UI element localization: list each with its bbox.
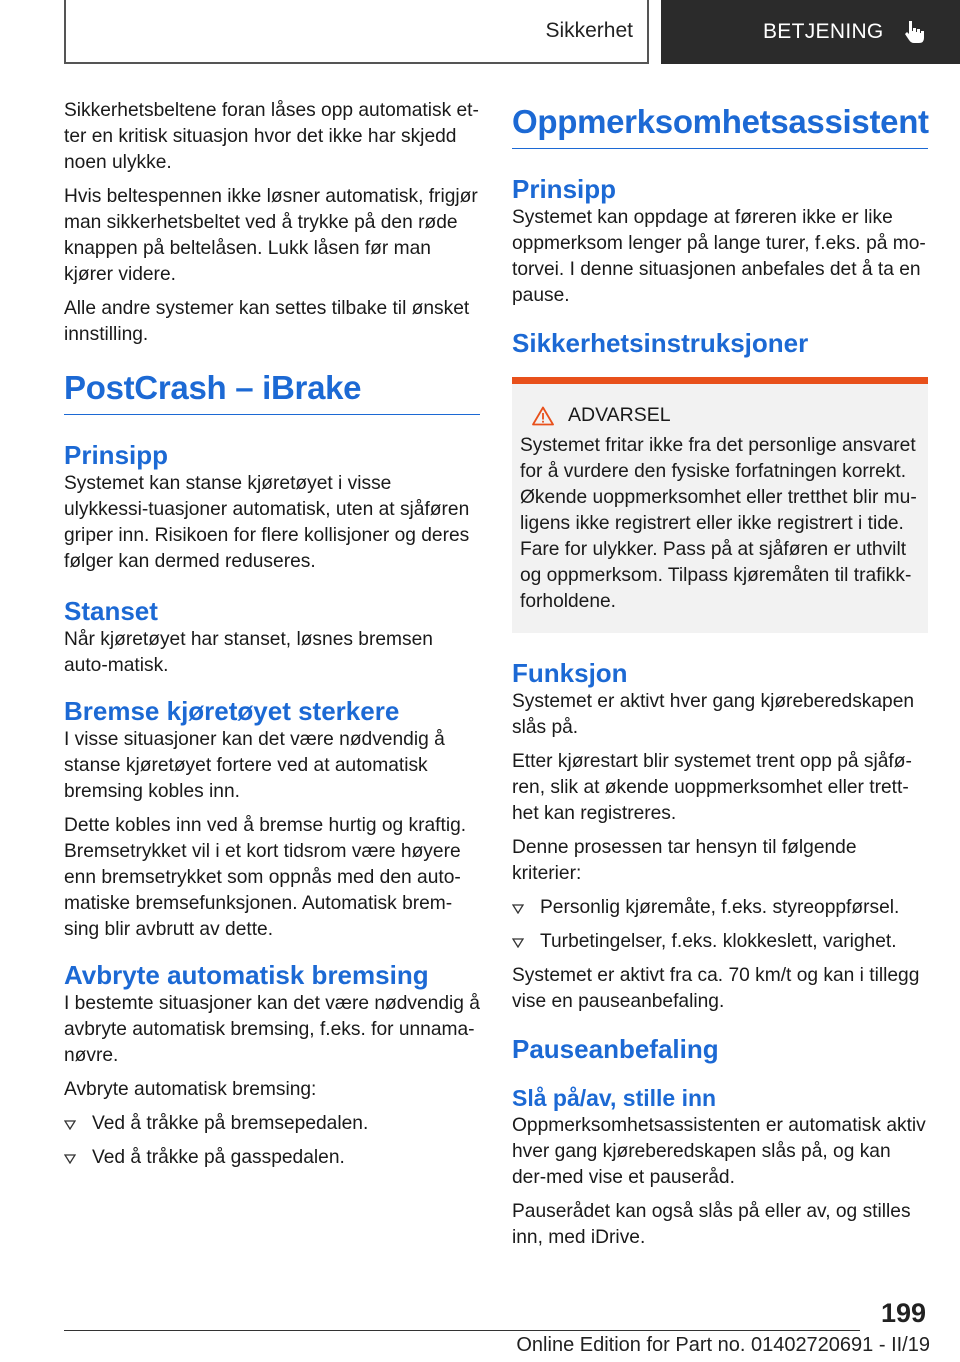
page-number: 199 <box>880 1298 926 1328</box>
avbryte-list <box>64 1111 480 1171</box>
list-item-text: Ved å tråkke på gasspedalen. <box>92 1147 345 1168</box>
list-item-text: Ved å tråkke på bremsepedalen. <box>92 1113 369 1134</box>
heading-sla-pa-av: Slå på/av, stille inn <box>512 1085 717 1111</box>
heading-sikkerhetsinstruksjoner: Sikkerhetsinstruksjoner <box>512 328 809 358</box>
warning-box <box>512 377 928 633</box>
funksjon-paragraph: Systemet er aktivt fra ca. 70 km/t og kan i tillegg vise en pauseanbefaling. <box>512 965 920 1012</box>
hand-pointer-icon <box>902 19 928 45</box>
heading-avbryte: Avbryte automatisk bremsing <box>64 960 429 990</box>
triangle-bullet-icon <box>64 1120 76 1130</box>
intro-paragraph: Sikkerhetsbeltene foran låses opp automatisk et-ter en kritisk situasjon hvor det ikke har skjedd noen ulykke. <box>64 100 479 173</box>
warning-triangle-icon <box>532 406 554 426</box>
heading-stanset: Stanset <box>64 596 158 626</box>
funksjon-paragraph: Systemet er aktivt hver gang kjøreberedskapen slås på. <box>512 691 915 738</box>
avbryte-paragraph: I bestemte situasjoner kan det være nødvendig å avbryte automatisk bremsing, f.eks. for unnama-nøvre. <box>64 993 480 1066</box>
bremse-paragraph: Dette kobles inn ved å bremse hurtig og kraftig. Bremsetrykket vil i et kort tidsrom være høyere enn bremsetrykket som oppnås med den auto-matiske bremsefunksjonen. Automatisk brem-sing blir avbrutt av dette. <box>64 815 467 940</box>
heading-prinsipp: Prinsipp <box>512 174 617 204</box>
triangle-bullet-icon <box>64 1154 76 1164</box>
funksjon-paragraph: Denne prosessen tar hensyn til følgende kriterier: <box>512 837 857 884</box>
right-column <box>512 98 928 1259</box>
list-item <box>512 895 928 921</box>
list-item <box>64 1111 480 1137</box>
warning-title-text: ADVARSEL <box>568 404 671 426</box>
stanset-paragraph: Når kjøretøyet har stanset, løsnes bremsen auto-matisk. <box>64 629 433 676</box>
heading-bremse-sterkere: Bremse kjøretøyet sterkere <box>64 696 400 726</box>
section-title-postcrash: PostCrash – iBrake <box>64 368 480 415</box>
header-section-label: Sikkerhet <box>545 19 633 42</box>
triangle-bullet-icon <box>512 938 524 948</box>
sla-paragraph: Pauserådet kan også slås på eller av, og stilles inn, med iDrive. <box>512 1201 911 1248</box>
funksjon-list <box>512 895 928 955</box>
list-item <box>64 1145 480 1171</box>
prinsipp-paragraph: Systemet kan stanse kjøretøyet i visse ulykkessi-tuasjoner automatisk, uten at sjåføren griper inn. Risikoen for flere kollisjoner og deres følger kan dermed reduseres. <box>64 473 470 572</box>
header-section-tab <box>64 0 649 64</box>
list-item-text: Personlig kjøremåte, f.eks. styreoppførsel. <box>540 897 900 918</box>
list-item <box>512 929 928 955</box>
section-title-oppmerksomhet: Oppmerksomhetsassistent <box>512 102 928 149</box>
intro-paragraph: Alle andre systemer kan settes tilbake til ønsket innstilling. <box>64 298 470 345</box>
intro-paragraph: Hvis beltespennen ikke løsner automatisk, frigjør man sikkerhetsbeltet ved å trykke på den røde knappen på beltelåsen. Lukk låsen før man kjører videre. <box>64 186 478 285</box>
footer-divider <box>64 1330 860 1331</box>
heading-prinsipp: Prinsipp <box>64 440 169 470</box>
funksjon-paragraph: Etter kjørestart blir systemet trent opp på sjåfø-ren, slik at økende uoppmerksomhet eller trett-het kan registreres. <box>512 751 912 824</box>
warning-text: Systemet fritar ikke fra det personlige ansvaret for å vurdere den fysiske forfatningen korrekt. Økende uoppmerksomhet eller tretthet blir mu-ligens ikke registrert eller ikke registrert i tide. Fare for ulykker. Pass på at sjåføren er uthvilt og oppmerksom. Tilpass kjøremåten til trafikk-forholdene. <box>520 435 917 612</box>
triangle-bullet-icon <box>512 904 524 914</box>
bremse-paragraph: I visse situasjoner kan det være nødvendig å stanse kjøretøyet fortere ved at automatisk bremsing kobles inn. <box>64 729 445 802</box>
warning-title <box>520 404 920 427</box>
header-chapter-label: BETJENING <box>763 20 884 43</box>
prinsipp-paragraph: Systemet kan oppdage at føreren ikke er like oppmerksom lenger på lange turer, f.eks. på mo-torvei. I denne situasjonen anbefales det å ta en pause. <box>512 207 926 306</box>
avbryte-paragraph: Avbryte automatisk bremsing: <box>64 1079 317 1100</box>
footer-edition: Online Edition for Part no. 01402720691 - II/19 <box>516 1334 930 1356</box>
sla-paragraph: Oppmerksomhetsassistenten er automatisk aktiv hver gang kjøreberedskapen slås på, og kan der-med vise et pauseråd. <box>512 1115 926 1188</box>
heading-funksjon: Funksjon <box>512 658 628 688</box>
left-column <box>64 98 480 1179</box>
header-chapter-tab <box>661 0 960 64</box>
list-item-text: Turbetingelser, f.eks. klokkeslett, varighet. <box>540 931 897 952</box>
heading-pauseanbefaling: Pauseanbefaling <box>512 1034 719 1064</box>
